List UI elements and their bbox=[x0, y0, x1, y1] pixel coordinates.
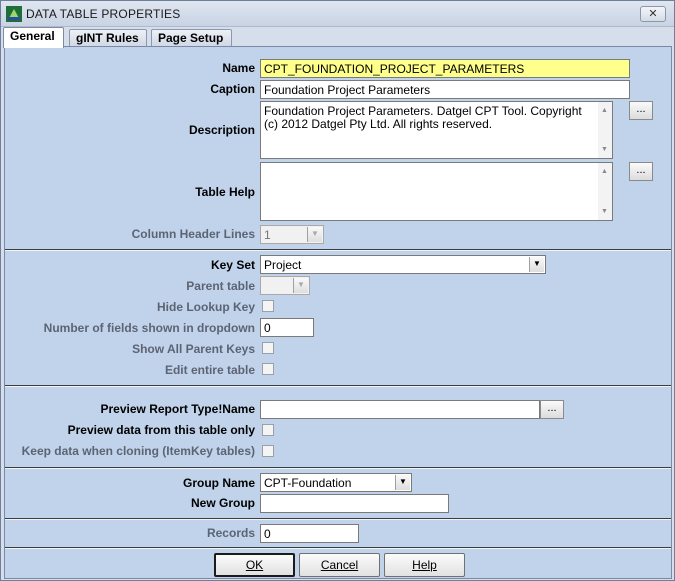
caption-label: Caption bbox=[210, 82, 255, 96]
window-title: DATA TABLE PROPERTIES bbox=[26, 7, 181, 21]
tab-gint-rules[interactable]: gINT Rules bbox=[69, 29, 147, 47]
table-help-label: Table Help bbox=[195, 185, 255, 199]
parent-table-label: Parent table bbox=[186, 279, 255, 293]
column-header-lines-label: Column Header Lines bbox=[131, 227, 255, 241]
title-bar[interactable] bbox=[1, 1, 674, 27]
show-all-parent-keys-label: Show All Parent Keys bbox=[132, 342, 255, 356]
help-button[interactable]: Help bbox=[384, 553, 465, 577]
new-group-label: New Group bbox=[190, 496, 255, 510]
parent-table-select[interactable] bbox=[260, 276, 310, 295]
section-divider bbox=[5, 547, 671, 549]
close-icon: ✕ bbox=[648, 8, 658, 20]
show-all-parent-keys-checkbox[interactable] bbox=[262, 342, 274, 354]
description-browse-button[interactable]: ... bbox=[629, 101, 653, 120]
group-name-select[interactable]: CPT-Foundation ▼ bbox=[260, 473, 412, 492]
preview-data-only-checkbox[interactable] bbox=[262, 424, 274, 436]
section-divider bbox=[5, 249, 671, 251]
tab-strip bbox=[1, 27, 674, 47]
description-label: Description bbox=[188, 123, 255, 137]
tab-general[interactable]: General bbox=[3, 27, 64, 48]
edit-entire-table-checkbox[interactable] bbox=[262, 363, 274, 375]
section-divider bbox=[5, 518, 671, 520]
preview-report-type-label: Preview Report Type!Name bbox=[100, 402, 255, 416]
section-divider bbox=[5, 467, 671, 469]
ok-button[interactable]: OK bbox=[214, 553, 295, 577]
chevron-down-icon: ▼ bbox=[529, 257, 544, 272]
column-header-lines-select[interactable]: 1 ▼ bbox=[260, 225, 324, 244]
scroll-down-icon: ▼ bbox=[601, 146, 608, 153]
records-label: Records bbox=[206, 526, 255, 540]
table-help-browse-button[interactable]: ... bbox=[629, 162, 653, 181]
hide-lookup-key-checkbox[interactable] bbox=[262, 300, 274, 312]
section-divider bbox=[5, 385, 671, 387]
caption-input[interactable]: Foundation Project Parameters bbox=[260, 80, 630, 99]
keep-data-cloning-label: Keep data when cloning (ItemKey tables) bbox=[21, 444, 255, 458]
edit-entire-table-label: Edit entire table bbox=[164, 363, 255, 377]
gint-app-icon bbox=[6, 6, 22, 22]
num-fields-dropdown-label: Number of fields shown in dropdown bbox=[43, 321, 255, 335]
description-textarea[interactable] bbox=[260, 101, 613, 159]
name-input[interactable]: CPT_FOUNDATION_PROJECT_PARAMETERS bbox=[260, 59, 630, 78]
records-value: 0 bbox=[260, 524, 359, 543]
table-help-scrollbar[interactable] bbox=[598, 163, 612, 220]
close-button[interactable] bbox=[640, 6, 666, 22]
new-group-input[interactable] bbox=[260, 494, 449, 513]
key-set-select[interactable]: Project ▼ bbox=[260, 255, 546, 274]
name-label: Name bbox=[222, 61, 255, 75]
general-panel bbox=[4, 46, 672, 579]
description-text: Foundation Project Parameters. Datgel CPT Tool. Copyright (c) 2012 Datgel Pty Ltd. All rights reserved. bbox=[264, 104, 582, 131]
group-name-label: Group Name bbox=[182, 476, 255, 490]
scroll-up-icon: ▲ bbox=[601, 168, 608, 175]
scroll-up-icon: ▲ bbox=[601, 107, 608, 114]
preview-data-only-label: Preview data from this table only bbox=[67, 423, 255, 437]
hide-lookup-key-label: Hide Lookup Key bbox=[156, 300, 255, 314]
preview-report-type-input[interactable] bbox=[260, 400, 540, 419]
num-fields-dropdown-input[interactable]: 0 bbox=[260, 318, 314, 337]
scroll-down-icon: ▼ bbox=[601, 208, 608, 215]
chevron-down-icon: ▼ bbox=[293, 278, 308, 293]
preview-report-browse-button[interactable]: ... bbox=[540, 400, 564, 419]
chevron-down-icon: ▼ bbox=[307, 227, 322, 242]
table-help-textarea[interactable] bbox=[260, 162, 613, 221]
cancel-button[interactable]: Cancel bbox=[299, 553, 380, 577]
keep-data-cloning-checkbox[interactable] bbox=[262, 445, 274, 457]
chevron-down-icon: ▼ bbox=[395, 475, 410, 490]
tab-page-setup[interactable]: Page Setup bbox=[151, 29, 232, 47]
key-set-label: Key Set bbox=[210, 258, 255, 272]
description-scrollbar[interactable] bbox=[598, 102, 612, 158]
